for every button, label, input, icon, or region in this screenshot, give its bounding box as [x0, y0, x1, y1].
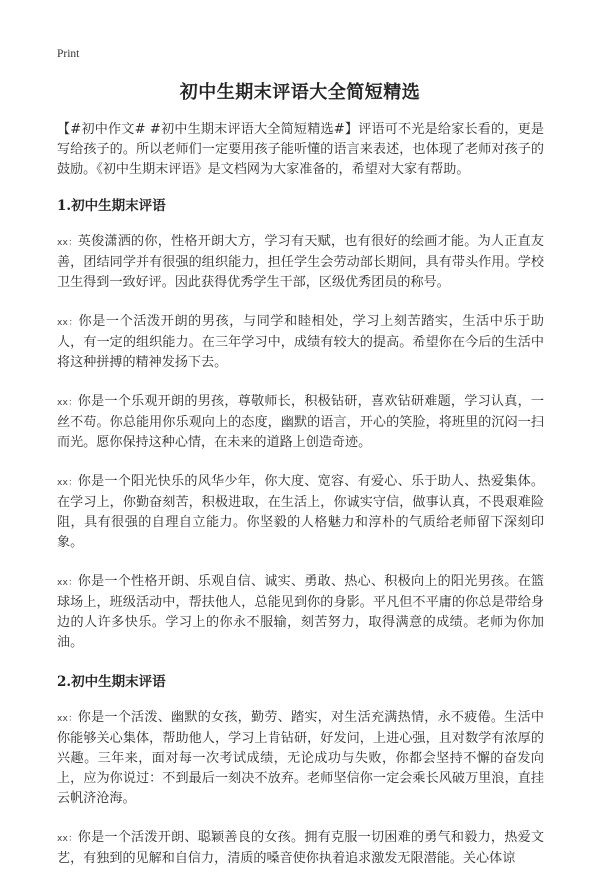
comment-paragraph: [57, 312, 544, 373]
article-body: [57, 120, 544, 888]
comment-text: 你是一个阳光快乐的风华少年，你大度、宽容、有爱心、乐于助人、热爱集体。在学习上，你勤奋刻苦，积极进取，在生活上，你诚实守信，做事认真，不畏艰难险阻，具有很强的自理自立能力。你坚毅的人格魅力和淳朴的气质给老师留下深刻印象。: [57, 474, 544, 550]
comment-paragraph: [57, 572, 544, 653]
comment-paragraph: [57, 392, 544, 453]
student-placeholder: xx：: [57, 238, 78, 248]
comment-paragraph: [57, 232, 544, 293]
student-placeholder: xx：: [57, 478, 78, 488]
section-heading: 1.初中生期末评语: [57, 198, 166, 214]
student-placeholder: xx：: [57, 318, 79, 328]
print-link[interactable]: Print: [57, 48, 80, 60]
comment-text: 你是一个乐观开朗的男孩，尊敬师长，积极钻研，喜欢钻研难题，学习认真，一丝不苟。你总能用你乐观向上的态度，幽默的语言，开心的笑脸，将班里的沉闷一扫而光。愿你保持这种心情，在未来的道路上创造奇迹。: [57, 394, 544, 450]
comment-text: 英俊潇洒的你，性格开朗大方，学习有天赋，也有很好的绘画才能。为人正直友善，团结同学并有很强的组织能力，担任学生会劳动部长期间，具有带头作用。学校卫生得到一致好评。因此获得优秀学生干部，区级优秀团员的称号。: [57, 234, 544, 290]
student-placeholder: xx：: [57, 398, 78, 408]
comment-text: 你是一个活泼开朗的男孩，与同学和睦相处，学习上刻苦踏实，生活中乐于助人，有一定的组织能力。在三年学习中，成绩有较大的提高。希望你在今后的生活中将这种拼搏的精神发扬下去。: [57, 314, 544, 370]
comment-paragraph: [57, 828, 544, 869]
section-heading: 2.初中生期末评语: [57, 674, 166, 690]
intro-paragraph: 【#初中作文# #初中生期末评语大全简短精选#】评语可不光是给家长看的，更是写给孩子的。所以老师们一定要用孩子能听懂的语言来表述，也体现了老师对孩子的鼓励。《初中生期末评语》是文档网为大家准备的，希望对大家有帮助。: [57, 122, 544, 177]
student-placeholder: xx：: [57, 578, 78, 588]
comment-text: 你是一个活泼开朗、聪颖善良的女孩。拥有克服一切困难的勇气和毅力，热爱文艺，有独到的见解和自信力，清质的嗓音使你执着追求激发无限潜能。关心体谅: [57, 830, 544, 866]
comment-text: 你是一个性格开朗、乐观自信、诚实、勇敢、热心、积极向上的阳光男孩。在篮球场上，班级活动中，帮扶他人，总能见到你的身影。平凡但不平庸的你总是带给身边的人许多快乐。学习上的你永不服输，刻苦努力，取得满意的成绩。老师为你加油。: [57, 574, 544, 650]
page-title: 初中生期末评语大全简短精选: [179, 82, 421, 103]
comment-text: 你是一个活泼、幽默的女孩，勤劳、踏实，对生活充满热情，永不疲倦。生活中你能够关心集体，帮助他人，学习上肯钻研，好发问，上进心强，且对数学有浓厚的兴趣。三年来，面对每一次考试成绩，无论成功与失败，你都会坚持不懈的奋发向上，应为你说过：不到最后一刻决不放弃。老师坚信你一定会乘长风破万里浪，直挂云帆济沧海。: [57, 710, 544, 806]
student-placeholder: xx：: [57, 834, 78, 844]
comment-paragraph: [57, 472, 544, 553]
comment-paragraph: [57, 708, 544, 809]
student-placeholder: xx：: [57, 714, 78, 724]
